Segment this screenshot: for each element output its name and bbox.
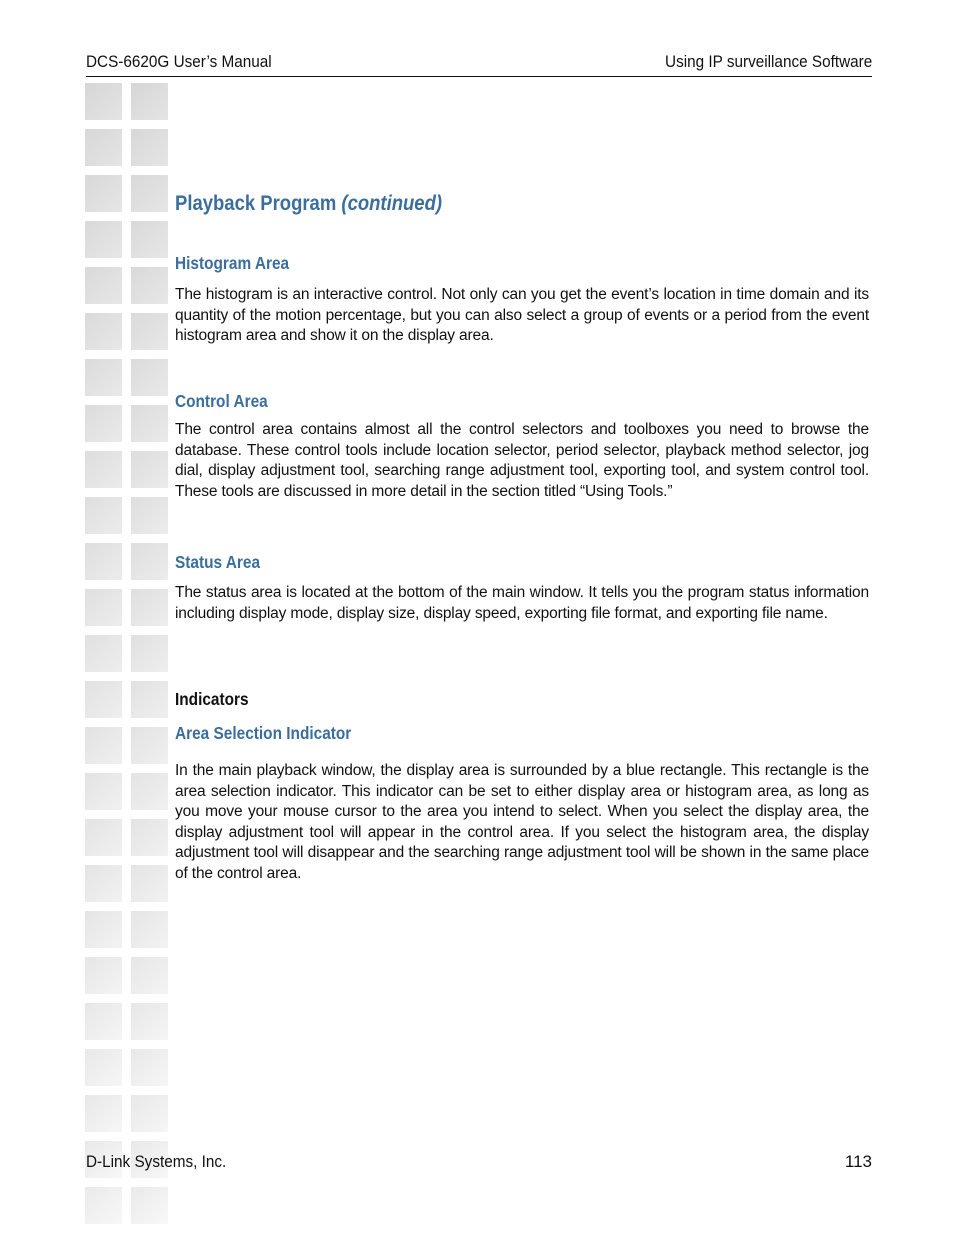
decorative-square: [131, 727, 168, 764]
page-number: 113: [844, 1152, 872, 1171]
decorative-square: [131, 359, 168, 396]
decorative-square: [131, 267, 168, 304]
decorative-square: [85, 1049, 122, 1086]
decorative-square: [131, 635, 168, 672]
decorative-square: [85, 773, 122, 810]
decorative-square: [85, 819, 122, 856]
decorative-square: [85, 727, 122, 764]
decorative-square: [131, 83, 168, 120]
histogram-body: The histogram is an interactive control. Not only can you get the event’s location in time domain and its quantity of the motion percentage, but you can also select a group of events or a period from the event histogram area and show it on the display area.: [175, 286, 869, 344]
decorative-square: [85, 1095, 122, 1132]
decorative-square: [131, 681, 168, 718]
decorative-square: [131, 221, 168, 258]
control-body: The control area contains almost all the control selectors and toolboxes you need to browse the database. These control tools include location selector, period selector, playback method selector, jog dial, display adjustment tool, searching range adjustment tool, exporting tool, and system control tool. These tools are discussed in more detail in the section titled “Using Tools.”: [175, 421, 869, 500]
decorative-square: [85, 1003, 122, 1040]
chapter-title: Using IP surveillance Software: [664, 52, 872, 71]
decorative-square-column: [84, 83, 170, 1235]
page-title-main: Playback Program: [175, 192, 337, 215]
decorative-square: [131, 1003, 168, 1040]
decorative-square: [131, 543, 168, 580]
decorative-square: [131, 865, 168, 902]
page-header: [86, 50, 872, 77]
page-title: [175, 192, 442, 216]
decorative-square: [85, 1187, 122, 1224]
decorative-square: [131, 405, 168, 442]
footer-company: D-Link Systems, Inc.: [86, 1152, 227, 1171]
decorative-square: [85, 359, 122, 396]
decorative-square: [131, 497, 168, 534]
decorative-square: [131, 451, 168, 488]
decorative-square: [131, 1049, 168, 1086]
decorative-square: [85, 635, 122, 672]
decorative-square: [85, 543, 122, 580]
decorative-square: [131, 819, 168, 856]
decorative-square: [85, 83, 122, 120]
decorative-square: [131, 313, 168, 350]
decorative-square: [85, 589, 122, 626]
decorative-square: [131, 1187, 168, 1224]
status-heading: Status Area: [175, 552, 261, 572]
decorative-square: [131, 773, 168, 810]
decorative-square: [85, 267, 122, 304]
decorative-square: [85, 313, 122, 350]
decorative-square: [131, 1095, 168, 1132]
decorative-square: [85, 175, 122, 212]
decorative-square: [131, 911, 168, 948]
decorative-square: [131, 957, 168, 994]
decorative-square: [131, 175, 168, 212]
page-title-suffix: (continued): [341, 192, 443, 215]
area-selection-heading: Area Selection Indicator: [175, 723, 352, 743]
control-heading: Control Area: [175, 391, 268, 411]
decorative-square: [85, 129, 122, 166]
status-body: The status area is located at the bottom of the main window. It tells you the program status information including display mode, display size, display speed, exporting file format, and exporting file name.: [175, 584, 869, 622]
decorative-square: [85, 451, 122, 488]
decorative-square: [85, 221, 122, 258]
decorative-square: [85, 681, 122, 718]
histogram-heading: Histogram Area: [175, 253, 290, 273]
decorative-square: [85, 865, 122, 902]
manual-title: DCS-6620G User’s Manual: [86, 52, 272, 71]
decorative-square: [85, 957, 122, 994]
decorative-square: [85, 497, 122, 534]
indicators-heading: Indicators: [175, 689, 249, 709]
decorative-square: [85, 405, 122, 442]
area-selection-body: In the main playback window, the display area is surrounded by a blue rectangle. This rectangle is the area selection indicator. This indicator can be set to either display area or histogram area, as long as you move your mouse cursor to the area you intend to select. When you select the display area, the display adjustment tool will appear in the control area. If you select the histogram area, the display adjustment tool will disappear and the searching range adjustment tool will be shown in the same place of the control area.: [175, 762, 869, 882]
decorative-square: [85, 911, 122, 948]
decorative-square: [131, 589, 168, 626]
decorative-square: [131, 129, 168, 166]
